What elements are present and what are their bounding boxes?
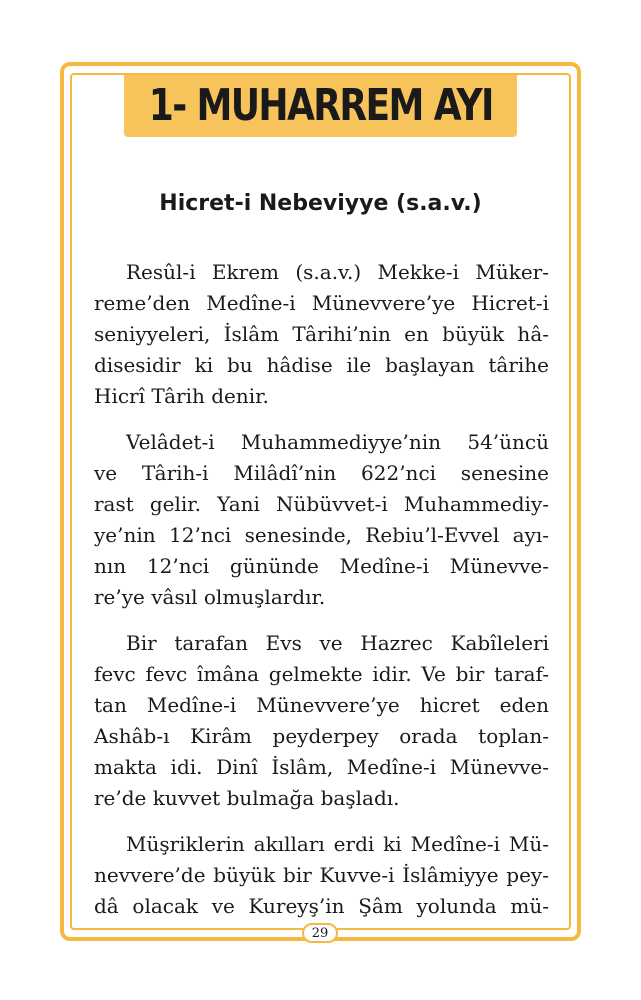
paragraph [94,257,549,412]
text-line: disesidir ki bu hâdise ile başlayan târihe [94,353,549,377]
title-banner [124,75,517,137]
text-line: Velâdet-i Muhammediyye’nin 54’üncü [126,430,549,454]
text-line: ve Târih-i Milâdî’nin 622’nci senesine [94,461,549,485]
page-number: 29 [311,925,329,941]
text-line: re’ye vâsıl olmuşlardır. [94,585,326,609]
text-line: nevvere’de büyük bir Kuvve-i İslâmiyye pey- [94,863,549,887]
text-line: Ashâb-ı Kirâm peyderpey orada toplan- [94,724,549,748]
section-heading: Hicret-i Nebeviyye (s.a.v.) [159,191,482,216]
paragraph [94,628,549,814]
text-line: reme’den Medîne-i Münevvere’ye Hicret-i [94,291,549,315]
page-number-badge [302,923,338,943]
body-text [94,257,549,937]
text-line: nın 12’nci gününde Medîne-i Münevve- [94,554,549,578]
text-line: rast gelir. Yani Nübüvvet-i Muhammediy- [94,492,549,516]
text-line: Hicrî Târih denir. [94,384,269,408]
chapter-title: 1- MUHARREM AYI [148,80,493,131]
text-line: ye’nin 12’nci senesinde, Rebiu’l-Evvel ayı- [94,523,549,547]
paragraph [94,427,549,613]
text-line: re’de kuvvet bulmağa başladı. [94,786,400,810]
text-line: seniyyeleri, İslâm Târihi’nin en büyük hâ- [94,322,549,346]
text-line: Bir tarafan Evs ve Hazrec Kabîleleri [126,631,549,655]
text-line: fevc fevc îmâna gelmekte idir. Ve bir taraf- [94,662,549,686]
text-line: makta idi. Dinî İslâm, Medîne-i Münevve- [94,755,549,779]
text-line: Resûl-i Ekrem (s.a.v.) Mekke-i Müker- [126,260,549,284]
text-line: dâ olacak ve Kureyş’in Şâm yolunda mü- [94,894,549,918]
text-line: Müşriklerin akılları erdi ki Medîne-i Mü- [126,832,549,856]
paragraph [94,829,549,922]
text-line: tan Medîne-i Münevvere’ye hicret eden [94,693,549,717]
